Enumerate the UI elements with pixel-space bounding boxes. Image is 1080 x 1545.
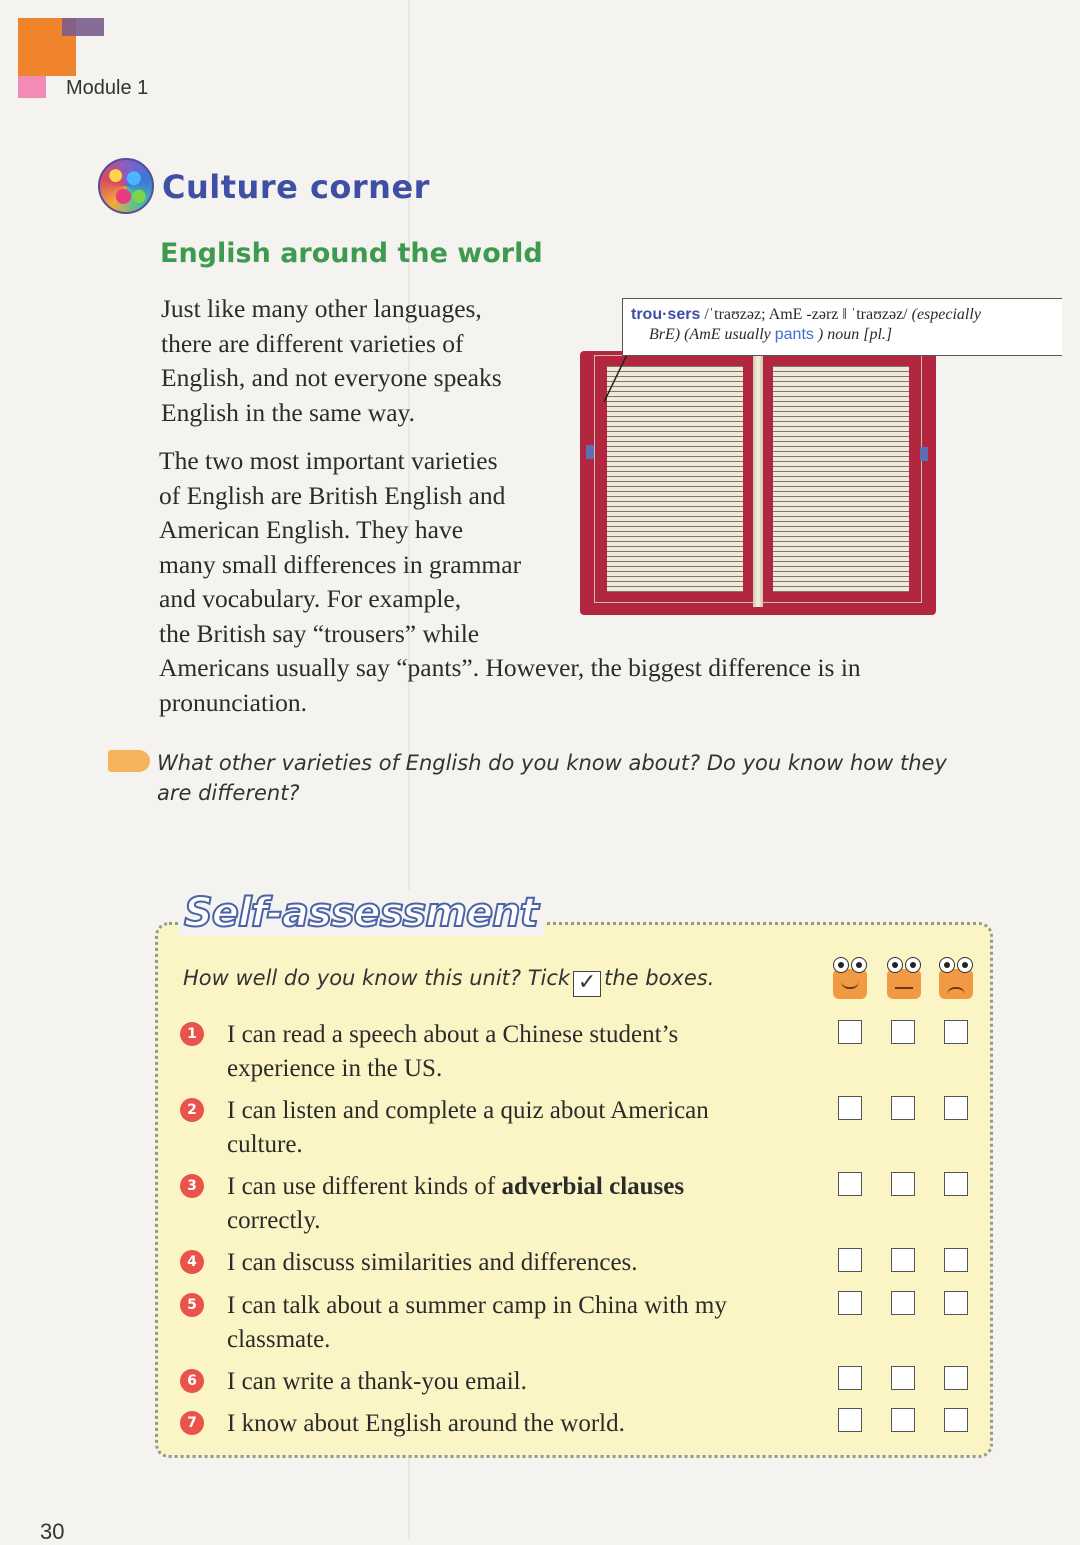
tick-icon: ✓ — [573, 971, 601, 997]
paragraph-line: of English are British English and — [159, 480, 506, 510]
checkbox-ok[interactable] — [891, 1172, 915, 1196]
paragraph-line: The two most important varieties — [159, 446, 498, 475]
item-number: 6 — [180, 1369, 204, 1393]
item-number: 5 — [180, 1293, 204, 1317]
neutral-face-icon — [885, 955, 923, 999]
item-line: I can discuss similarities and differences. — [227, 1249, 638, 1276]
checkbox-good[interactable] — [838, 1366, 862, 1390]
item-line: I can use different kinds of — [227, 1173, 502, 1200]
checkbox-ok[interactable] — [891, 1291, 915, 1315]
discussion-question: What other varieties of English do you know about? Do you know how they are different? — [157, 751, 947, 805]
checkbox-poor[interactable] — [944, 1248, 968, 1272]
item-line: experience in the US. — [227, 1055, 443, 1082]
checkbox-poor[interactable] — [944, 1172, 968, 1196]
item-line: culture. — [227, 1131, 303, 1158]
checkbox-poor[interactable] — [944, 1096, 968, 1120]
self-assessment-intro — [183, 966, 714, 997]
checkbox-ok[interactable] — [891, 1366, 915, 1390]
item-number: 7 — [180, 1411, 204, 1435]
paragraph-line: many small differences in grammar — [159, 549, 522, 579]
paragraph-line: Americans usually say “pants”. However, the biggest difference is in — [159, 653, 861, 682]
intro-text: the boxes. — [604, 966, 715, 990]
module-corner-accent — [62, 18, 104, 36]
page-number: 30 — [40, 1519, 65, 1544]
checkbox-poor[interactable] — [944, 1291, 968, 1315]
checkbox-ok[interactable] — [891, 1020, 915, 1044]
item-number: 3 — [180, 1174, 204, 1198]
globe-icon — [98, 158, 154, 214]
checkbox-good[interactable] — [838, 1248, 862, 1272]
item-line: classmate. — [227, 1326, 331, 1353]
book-tab-marker — [920, 447, 928, 461]
checkbox-ok[interactable] — [891, 1408, 915, 1432]
book-tab-marker — [586, 445, 594, 459]
paragraph-line: pronunciation. — [159, 687, 308, 717]
item-line: I can listen and complete a quiz about American — [227, 1097, 709, 1124]
item-line: I know about English around the world. — [227, 1410, 625, 1437]
item-line: I can write a thank-you email. — [227, 1368, 527, 1395]
question-marker-icon — [108, 750, 150, 772]
dictionary-headword: trou·sers — [631, 306, 701, 323]
dictionary-entry — [622, 298, 1062, 356]
checkbox-ok[interactable] — [891, 1096, 915, 1120]
book-page-right — [760, 355, 922, 603]
paragraph-line: the British say “trousers” while — [159, 618, 480, 648]
dictionary-note: (especially — [911, 306, 981, 323]
paragraph-line: Just like many other languages, — [161, 294, 482, 323]
checkbox-good[interactable] — [838, 1020, 862, 1044]
dictionary-note: BrE) (AmE usually — [649, 326, 771, 343]
checkbox-ok[interactable] — [891, 1248, 915, 1272]
item-number: 2 — [180, 1098, 204, 1122]
intro-text: How well do you know this unit? Tick — [183, 966, 571, 990]
book-spine — [753, 353, 763, 607]
dictionary-pronunciation: /ˈtraʊzəz; AmE -zərz ǁ ˈtraʊzəz/ — [704, 306, 908, 323]
module-corner-accent-pink — [18, 76, 46, 98]
checkbox-poor[interactable] — [944, 1020, 968, 1044]
checkbox-good[interactable] — [838, 1408, 862, 1432]
dictionary-highlight: pants — [774, 326, 814, 343]
sad-face-icon — [937, 955, 975, 999]
item-line: I can talk about a summer camp in China with my — [227, 1292, 727, 1319]
dictionary-note: ) noun [pl.] — [817, 326, 893, 343]
paragraph-1 — [161, 292, 502, 430]
module-label: Module 1 — [66, 77, 149, 99]
paragraph-line: English in the same way. — [161, 397, 416, 427]
section-subtitle: English around the world — [160, 238, 543, 269]
paragraph-line: American English. They have — [159, 515, 464, 544]
item-line: correctly. — [227, 1207, 321, 1234]
item-line: I can read a speech about a Chinese student’s — [227, 1021, 679, 1048]
checkbox-poor[interactable] — [944, 1408, 968, 1432]
checkbox-good[interactable] — [838, 1291, 862, 1315]
checkbox-poor[interactable] — [944, 1366, 968, 1390]
item-number: 4 — [180, 1250, 204, 1274]
section-title: Culture corner — [162, 168, 430, 206]
paragraph-line: there are different varieties of — [161, 328, 464, 358]
happy-face-icon — [831, 955, 869, 999]
checkbox-good[interactable] — [838, 1172, 862, 1196]
paragraph-line: English, and not everyone speaks — [161, 363, 502, 392]
item-emphasis: adverbial clauses — [501, 1173, 685, 1200]
item-number: 1 — [180, 1022, 204, 1046]
self-assessment-title: Self-assessment — [178, 890, 544, 936]
paragraph-line: and vocabulary. For example, — [159, 584, 462, 613]
checkbox-good[interactable] — [838, 1096, 862, 1120]
